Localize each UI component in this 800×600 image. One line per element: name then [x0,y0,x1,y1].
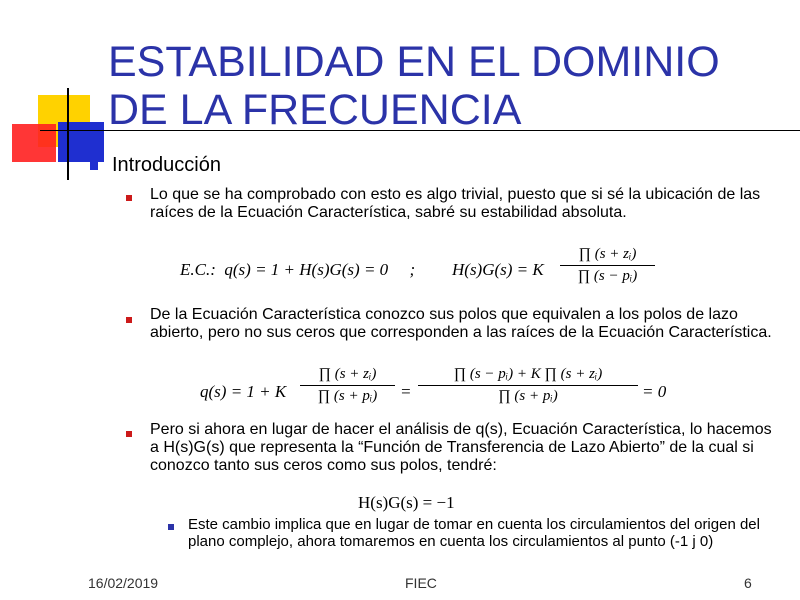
ec-separator: ; [409,260,416,279]
ec-left: q(s) = 1 + H(s)G(s) = 0 [224,260,389,279]
mid-fraction [418,366,638,405]
hg-equation [452,260,544,280]
square-bullet-icon [90,162,98,170]
blue-bullet-icon [168,524,174,530]
page-number: 6 [744,575,752,591]
hg-fraction [560,246,655,285]
q-equals-zero: = 0 [642,382,667,401]
characteristic-equation [180,260,415,280]
red-bullet-icon [126,317,132,323]
q-equals: = [400,382,412,401]
hg-numerator: ∏ (s + zᵢ) [560,246,655,266]
mid-numerator: ∏ (s − pᵢ) + K ∏ (s + zᵢ) [418,366,638,386]
red-bullet-icon [126,431,132,437]
mid-denominator: ∏ (s + pᵢ) [498,388,558,404]
subnote: Este cambio implica que en lugar de tomar en cuenta los circulamientos del origen del plano complejo, ahora tomaremos en cuenta los circulamientos al punto (-1 j 0) [188,516,760,550]
hg-denominator: ∏ (s − pᵢ) [577,268,638,284]
footer-date: 16/02/2019 [88,575,159,591]
ec-label: E.C.: [180,260,216,279]
q-equation-lhs: q(s) = 1 + K [200,382,287,401]
q-denominator: ∏ (s + pᵢ) [317,388,378,404]
paragraph-2: De la Ecuación Característica conozco sus polos que equivalen a los polos de lazo abierto, pero no sus ceros que corresponden a las raíces de la Ecuación Característica. [150,306,772,341]
final-equation: H(s)G(s) = −1 [358,493,455,512]
slide-title: ESTABILIDAD EN EL DOMINIO DE LA FRECUENCIA [108,38,720,134]
section-label: Introducción [112,154,221,176]
decor-vertical-line [67,88,69,180]
section-heading [90,154,221,177]
paragraph-3: Pero si ahora en lugar de hacer el análisis de q(s), Ecuación Característica, lo hacemos a H(s)G(s) que representa la “Función de Transferencia de Lazo Abierto” de la cual si conozco tanto sus ceros como sus polos, tendré: [150,421,772,474]
q-fraction [300,366,395,405]
paragraph-1: Lo que se ha comprobado con esto es algo trivial, puesto que si sé la ubicación de las raíces de la Ecuación Característica, sabré su estabilidad absoluta. [150,186,761,221]
red-bullet-icon [126,195,132,201]
hg-lhs: H(s)G(s) = K [452,260,544,279]
footer-center: FIEC [405,575,437,591]
q-numerator: ∏ (s + zᵢ) [300,366,395,386]
